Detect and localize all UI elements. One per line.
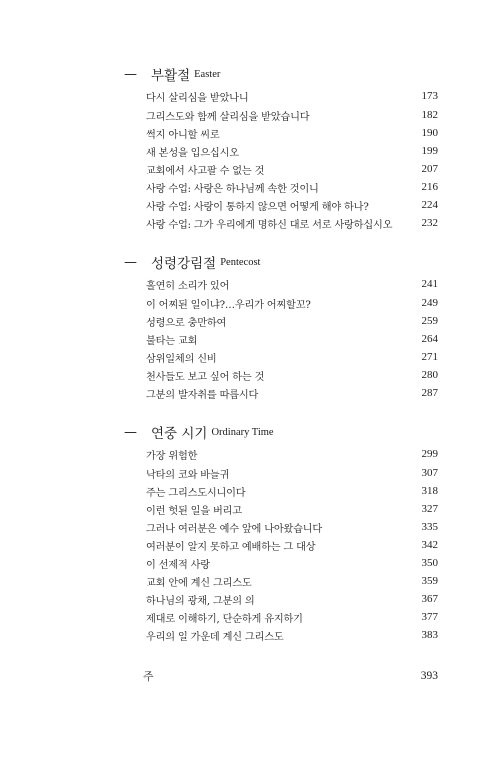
toc-entry-title: 불타는 교회 — [146, 335, 198, 347]
toc-entry-title: 사랑 수업: 사랑은 하나님께 속한 것이니 — [146, 183, 319, 195]
toc-entry-title: 사랑 수업: 그가 우리에게 명하신 대로 서로 사랑하십시오 — [146, 219, 393, 231]
toc-entry[interactable] — [146, 214, 438, 232]
toc-entry-title: 여러분이 알지 못하고 예배하는 그 대상 — [146, 541, 316, 553]
toc-entry[interactable] — [146, 626, 438, 644]
toc-entry-title: 사랑 수업: 사랑이 통하지 않으면 어떻게 해야 하나? — [146, 201, 369, 213]
toc-entry-page: 327 — [421, 503, 438, 515]
section-dash: — — [124, 254, 137, 270]
toc-entry[interactable] — [146, 554, 438, 572]
notes-label: 주 — [143, 670, 154, 683]
toc-entry-page: 359 — [421, 575, 438, 587]
toc-entry-title: 하나님의 광채, 그분의 의 — [146, 595, 255, 607]
toc-entry-title: 낙타의 코와 바늘귀 — [146, 469, 230, 481]
toc-entry[interactable] — [146, 366, 438, 384]
toc-entry-page: 207 — [421, 163, 438, 175]
toc-entry-page: 307 — [421, 467, 438, 479]
section-title-english: Easter — [194, 68, 221, 80]
toc-entry[interactable] — [146, 384, 438, 402]
toc-entry-title: 이런 헛된 일을 버리고 — [146, 505, 242, 517]
toc-entry-notes[interactable] — [143, 666, 438, 686]
toc-entry-page: 249 — [421, 297, 438, 309]
section-dash: — — [124, 424, 137, 440]
toc-entry-page: 271 — [421, 351, 438, 363]
toc-entry[interactable] — [146, 160, 438, 178]
section-title-korean: 연중 시기 — [151, 426, 208, 442]
toc-entry[interactable] — [146, 482, 438, 500]
toc-entry-page: 350 — [421, 557, 438, 569]
toc-entry-page: 190 — [421, 127, 438, 139]
toc-entry-page: 232 — [421, 217, 438, 229]
toc-entry-title: 삼위일체의 신비 — [146, 353, 217, 365]
toc-entry-page: 299 — [421, 448, 438, 460]
toc-entry-title: 주는 그리스도시니이다 — [146, 487, 246, 499]
toc-entry-title: 새 본성을 입으십시오 — [146, 147, 239, 159]
toc-entry[interactable] — [146, 196, 438, 214]
toc-entry[interactable] — [146, 87, 438, 105]
toc-entry-page: 335 — [421, 521, 438, 533]
toc-entry[interactable] — [146, 518, 438, 536]
toc-entry-page: 241 — [421, 278, 438, 290]
toc-entry-page: 259 — [421, 315, 438, 327]
section-title-korean: 성령강림절 — [151, 256, 217, 272]
section-header-ordinary-time — [124, 422, 274, 442]
toc-entry-page: 182 — [421, 109, 438, 121]
toc-entry-page: 342 — [421, 539, 438, 551]
toc-entry-page: 367 — [421, 593, 438, 605]
toc-entry[interactable] — [146, 106, 438, 124]
toc-entry-title: 제대로 이해하기, 단순하게 유지하기 — [146, 613, 303, 625]
section-header-pentecost — [124, 252, 260, 272]
toc-entry[interactable] — [146, 178, 438, 196]
toc-entry-title: 홀연히 소리가 있어 — [146, 280, 230, 292]
toc-entry-title: 그러나 여러분은 예수 앞에 나아왔습니다 — [146, 523, 323, 535]
toc-entry[interactable] — [146, 500, 438, 518]
toc-entry-title: 성령으로 충만하여 — [146, 317, 227, 329]
toc-entry-title: 교회에서 사고팔 수 없는 것 — [146, 165, 265, 177]
toc-entry[interactable] — [146, 330, 438, 348]
toc-entry-title: 우리의 일 가운데 계신 그리스도 — [146, 631, 284, 643]
toc-entry[interactable] — [146, 590, 438, 608]
toc-entry-title: 그리스도와 함께 살리심을 받았습니다 — [146, 111, 310, 123]
toc-entry[interactable] — [146, 294, 438, 312]
section-title-english: Pentecost — [220, 256, 261, 268]
toc-entry-title: 이 선제적 사랑 — [146, 559, 210, 571]
section-title-korean: 부활절 — [151, 68, 191, 84]
toc-entry[interactable] — [146, 464, 438, 482]
toc-entry-page: 264 — [421, 333, 438, 345]
toc-entry[interactable] — [146, 312, 438, 330]
section-header-easter — [124, 64, 220, 84]
toc-entry-page: 216 — [421, 181, 438, 193]
section-title-english: Ordinary Time — [211, 426, 274, 438]
toc-entry-page: 199 — [421, 145, 438, 157]
toc-entry-title: 다시 살리심을 받았나니 — [146, 92, 249, 104]
toc-entry-title: 가장 위험한 — [146, 450, 198, 462]
section-dash: — — [124, 66, 137, 82]
toc-entry[interactable] — [146, 445, 438, 463]
toc-entry-title: 썩지 아니할 씨로 — [146, 129, 220, 141]
toc-entry[interactable] — [146, 275, 438, 293]
toc-entry[interactable] — [146, 608, 438, 626]
toc-entry-page: 173 — [421, 90, 438, 102]
toc-entry-page: 280 — [421, 369, 438, 381]
toc-entry-title: 천사들도 보고 싶어 하는 것 — [146, 371, 265, 383]
toc-entry-page: 383 — [421, 629, 438, 641]
toc-entry-title: 이 어찌된 일이냐?…우리가 어찌할꼬? — [146, 299, 311, 311]
toc-entry[interactable] — [146, 142, 438, 160]
toc-entry-page: 224 — [421, 199, 438, 211]
toc-entry[interactable] — [146, 124, 438, 142]
notes-page: 393 — [420, 670, 438, 682]
toc-entry-page: 318 — [421, 485, 438, 497]
toc-entry[interactable] — [146, 572, 438, 590]
toc-entry-page: 377 — [421, 611, 438, 623]
toc-entry-title: 그분의 발자취를 따릅시다 — [146, 389, 259, 401]
toc-entry[interactable] — [146, 536, 438, 554]
toc-entry-title: 교회 안에 계신 그리스도 — [146, 577, 252, 589]
toc-entry[interactable] — [146, 348, 438, 366]
toc-entry-page: 287 — [421, 387, 438, 399]
